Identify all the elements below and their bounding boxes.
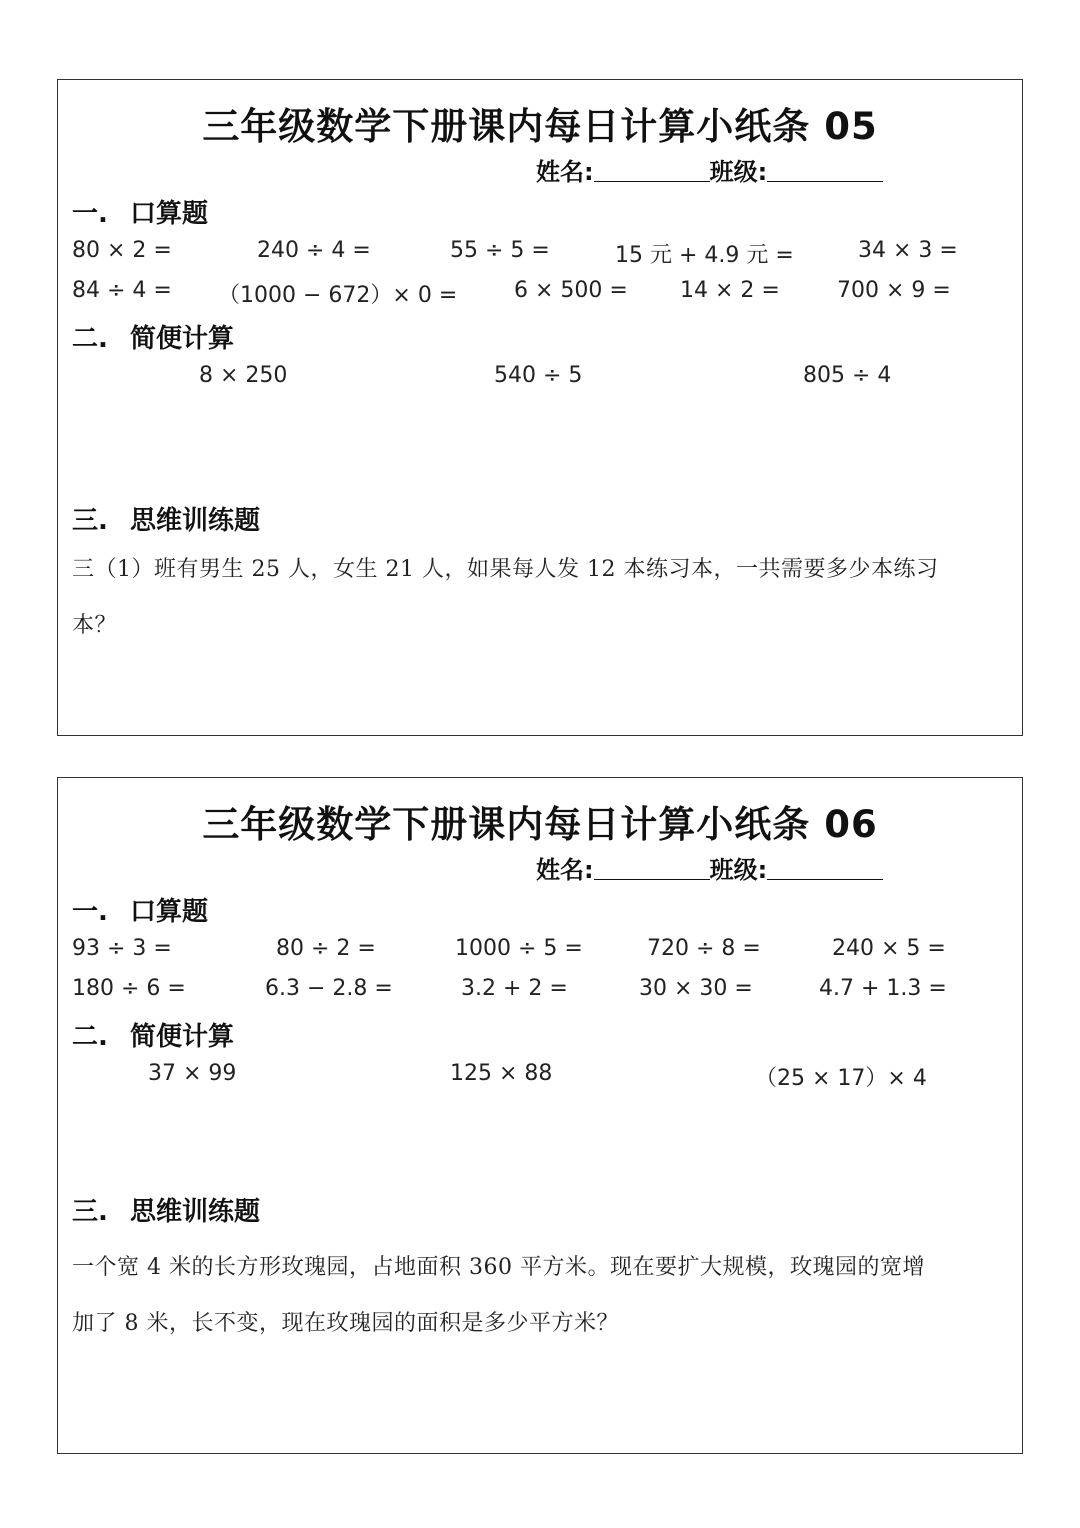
section-number: 二. — [72, 1022, 108, 1052]
section-simple-heading — [72, 1016, 234, 1053]
name-label: 姓名: — [536, 158, 594, 186]
oral-problem: 80 ÷ 2 = — [276, 936, 376, 961]
class-blank[interactable] — [767, 159, 883, 182]
section-thinking-heading — [72, 1191, 260, 1228]
oral-problem: 15 元 + 4.9 元 = — [615, 243, 794, 268]
section-thinking-heading — [72, 500, 260, 537]
section-title: 口算题 — [130, 199, 209, 229]
word-problem-line: 加了 8 米，长不变，现在玫瑰园的面积是多少平方米？ — [72, 1311, 619, 1336]
oral-problem: 180 ÷ 6 = — [72, 976, 186, 1001]
section-title: 简便计算 — [130, 324, 235, 354]
section-title: 思维训练题 — [130, 506, 261, 536]
section-oral-heading — [72, 193, 208, 230]
section-oral-heading — [72, 891, 208, 928]
section-number: 二. — [72, 324, 108, 354]
name-class-row — [536, 152, 883, 187]
section-title: 简便计算 — [130, 1022, 235, 1052]
name-blank[interactable] — [594, 857, 710, 880]
oral-problem: 93 ÷ 3 = — [72, 936, 172, 961]
simple-calc-problem: 125 × 88 — [450, 1061, 553, 1086]
section-simple-heading — [72, 318, 234, 355]
section-number: 三. — [72, 1197, 108, 1227]
section-number: 三. — [72, 506, 108, 536]
class-blank[interactable] — [767, 857, 883, 880]
oral-problem: 6.3 − 2.8 = — [265, 976, 393, 1001]
oral-problem: 4.7 + 1.3 = — [819, 976, 947, 1001]
card-title: 三年级数学下册课内每日计算小纸条 06 — [202, 803, 878, 846]
oral-problem: 700 × 9 = — [837, 278, 951, 303]
word-problem-line: 本？ — [72, 613, 118, 638]
word-problem-line: 一个宽 4 米的长方形玫瑰园，占地面积 360 平方米。现在要扩大规模，玫瑰园的宽增 — [72, 1255, 925, 1280]
oral-problem: 80 × 2 = — [72, 238, 172, 263]
name-label: 姓名: — [536, 856, 594, 884]
oral-problem: 55 ÷ 5 = — [450, 238, 550, 263]
section-number: 一. — [72, 199, 108, 229]
oral-problem: 6 × 500 = — [514, 278, 628, 303]
worksheet-card-05 — [57, 79, 1023, 736]
simple-calc-problem: 37 × 99 — [148, 1061, 237, 1086]
oral-problem: 84 ÷ 4 = — [72, 278, 172, 303]
worksheet-card-06 — [57, 777, 1023, 1454]
section-number: 一. — [72, 897, 108, 927]
oral-problem: 3.2 + 2 = — [461, 976, 568, 1001]
oral-problem: 720 ÷ 8 = — [647, 936, 761, 961]
simple-calc-problem: （25 × 17）× 4 — [755, 1066, 927, 1091]
simple-calc-problem: 540 ÷ 5 — [494, 363, 583, 388]
class-label: 班级: — [709, 856, 768, 884]
oral-problem: 14 × 2 = — [680, 278, 780, 303]
section-title: 思维训练题 — [130, 1197, 261, 1227]
section-title: 口算题 — [130, 897, 209, 927]
oral-problem: （1000 − 672）× 0 = — [218, 283, 458, 308]
card-title: 三年级数学下册课内每日计算小纸条 05 — [202, 105, 878, 148]
oral-problem: 1000 ÷ 5 = — [455, 936, 583, 961]
oral-problem: 34 × 3 = — [858, 238, 958, 263]
simple-calc-problem: 8 × 250 — [199, 363, 288, 388]
oral-problem: 240 ÷ 4 = — [257, 238, 371, 263]
simple-calc-problem: 805 ÷ 4 — [803, 363, 892, 388]
class-label: 班级: — [709, 158, 768, 186]
name-blank[interactable] — [594, 159, 710, 182]
oral-problem: 30 × 30 = — [639, 976, 753, 1001]
word-problem-line: 三（1）班有男生 25 人，女生 21 人，如果每人发 12 本练习本，一共需要多少本练习 — [72, 557, 939, 582]
name-class-row — [536, 850, 883, 885]
oral-problem: 240 × 5 = — [832, 936, 946, 961]
